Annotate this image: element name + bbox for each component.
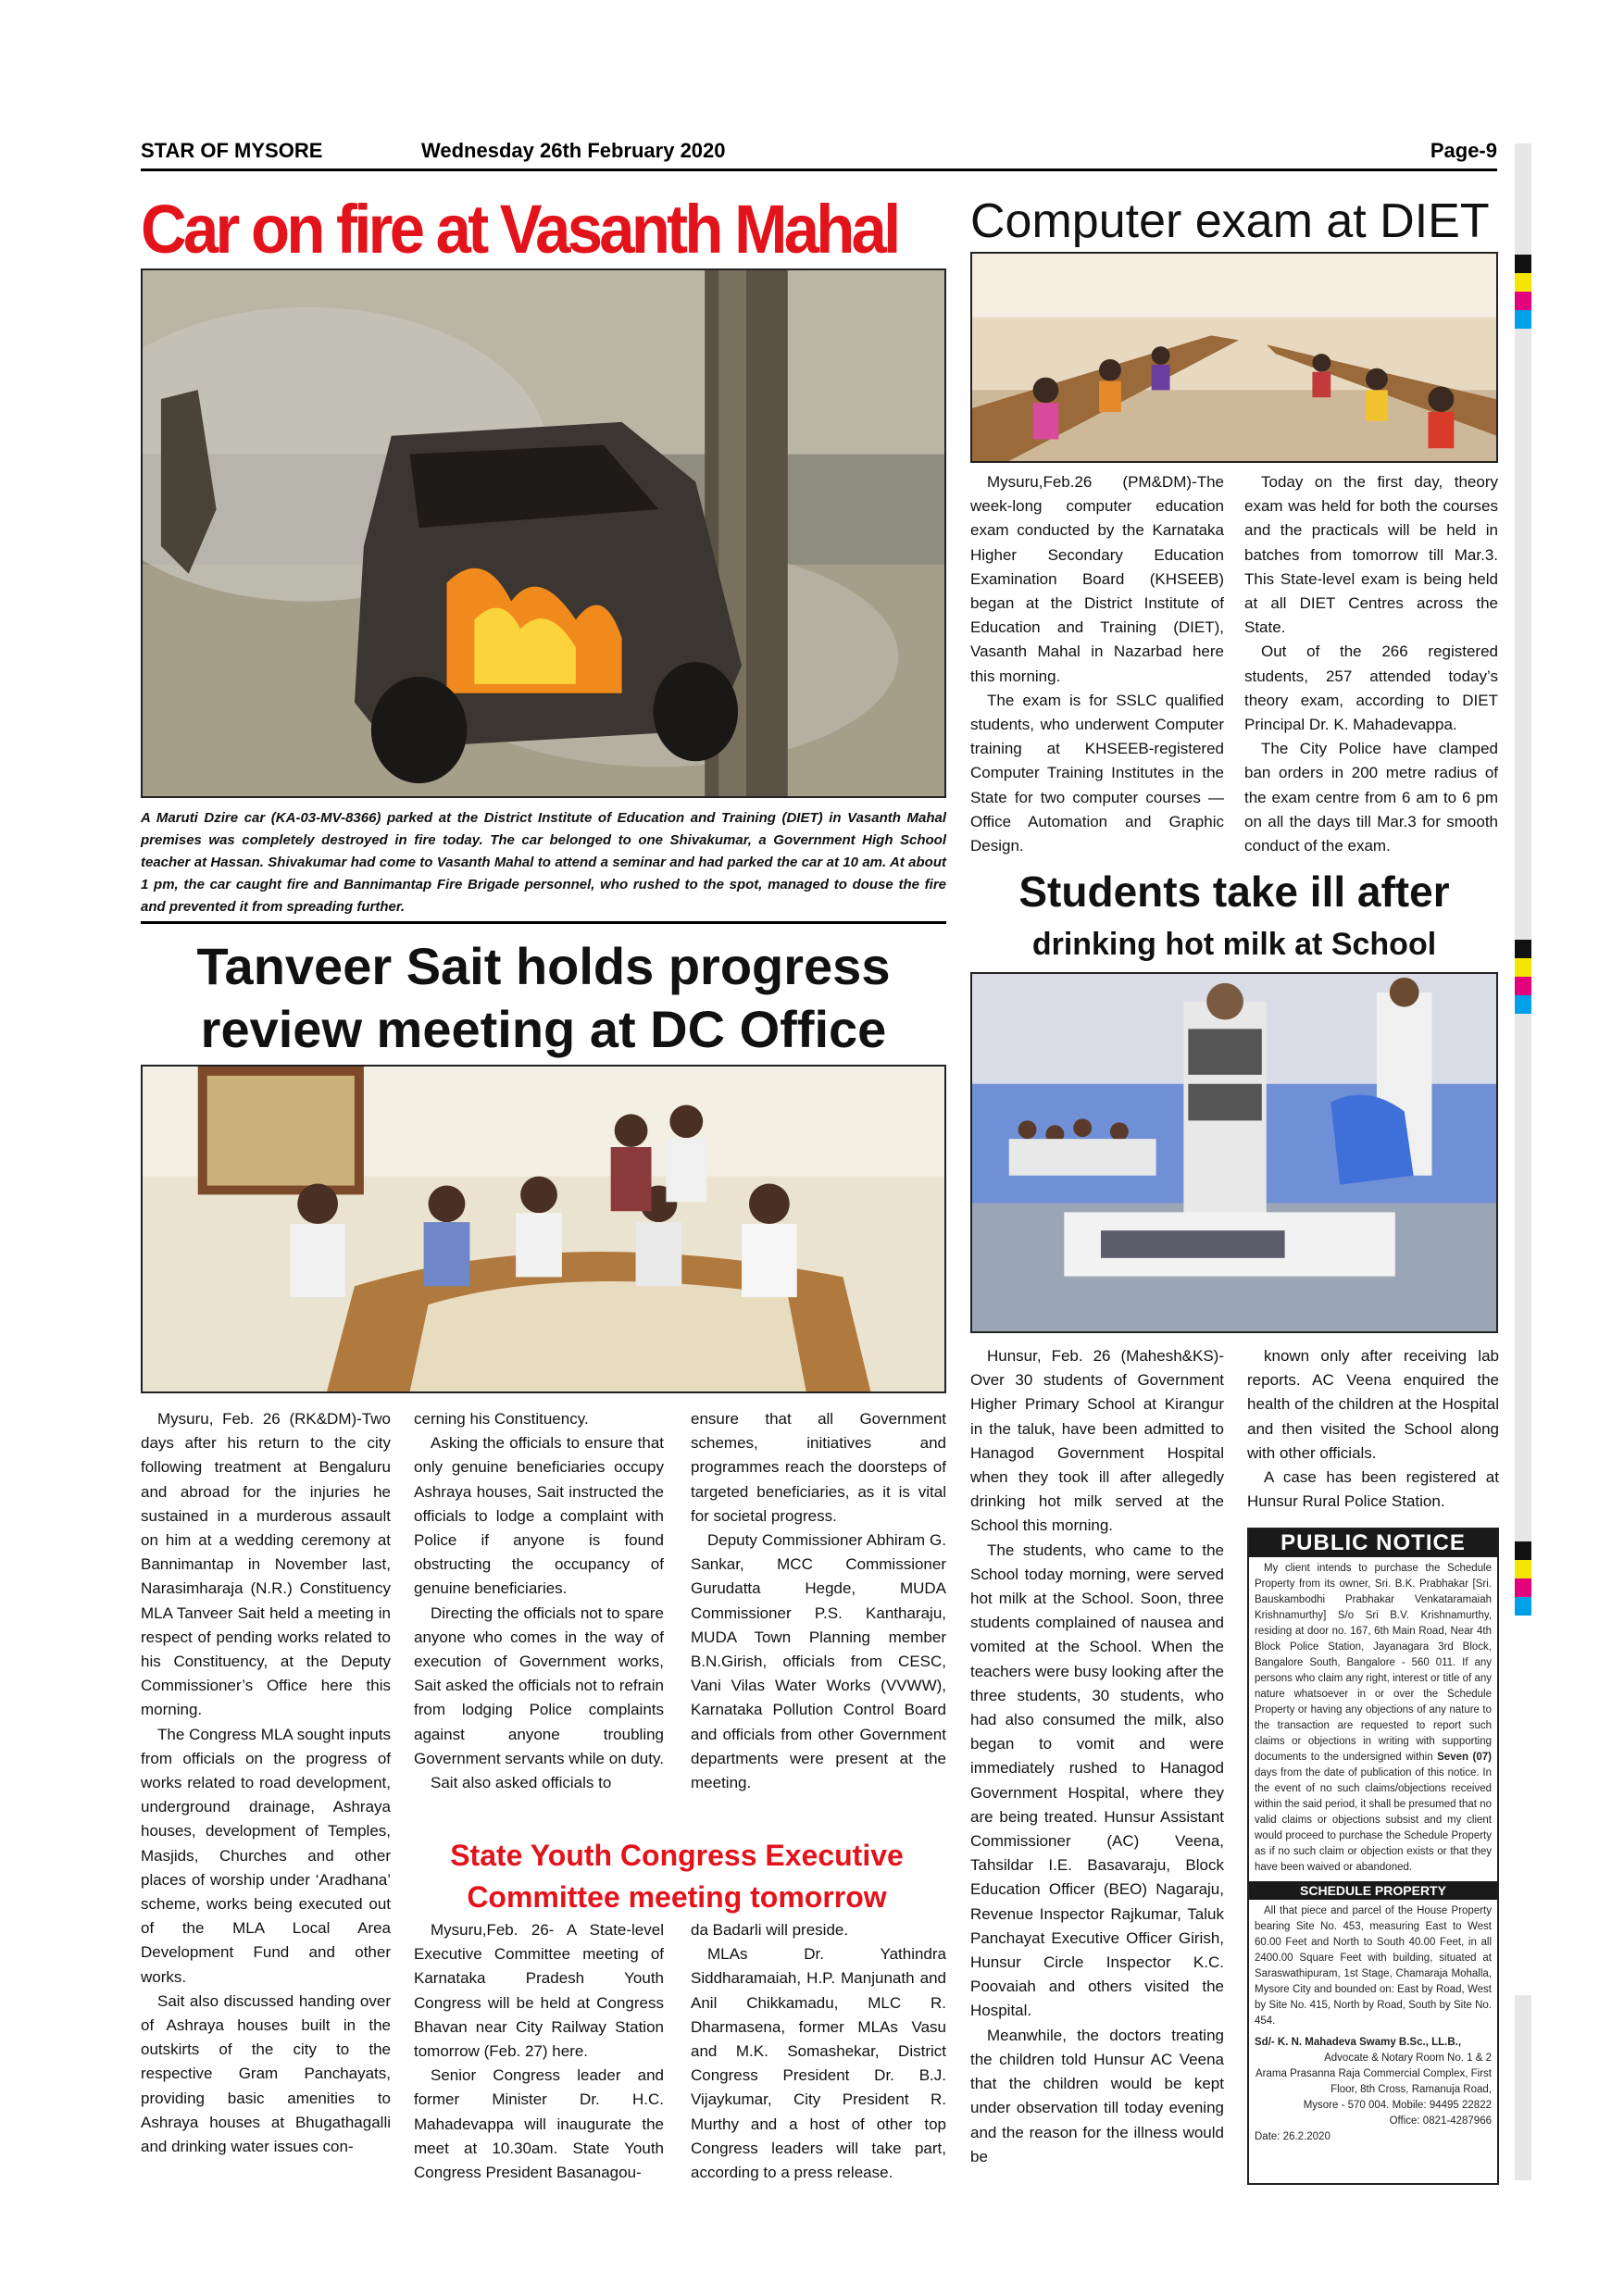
paragraph: known only after receiving lab reports. AC Veena enquired the health of the children at the Hospital and then visited the School along with other officials. (1247, 1347, 1499, 1462)
tanveer-headline: Tanveer Sait holds progress review meeting at DC Office (196, 937, 891, 1058)
students-story-column-2 (1247, 1344, 1499, 1514)
diet-story-column-2 (1244, 470, 1498, 858)
paragraph: Out of the 266 registered students, 257 attended today’s theory exam, according to DIET Principal Dr. K. Mahadevappa. (1244, 643, 1498, 734)
students-story-column-1 (970, 1344, 1224, 2169)
notice-title: PUBLIC NOTICE (1249, 1529, 1497, 1557)
students-subheadline: drinking hot milk at School (1031, 927, 1437, 962)
schedule-title: SCHEDULE PROPERTY (1249, 1881, 1497, 1900)
notice-office-phone: Office: 0821-4287966 (1389, 2115, 1492, 2127)
paragraph: Senior Congress leader and former Minister Dr. H.C. Mahadevappa will inaugurate the meet at 10.30am. State Youth Congress President Basanagou- (414, 2066, 664, 2182)
tanveer-story-column-2 (414, 1407, 664, 1795)
paragraph: MLAs Dr. Yathindra Siddharamaiah, H.P. Manjunath and Anil Chikkamadu, MLC R. Dharmasena, former MLAs Vasu and M.K. Somashekar, District Congress President Dr. B.J. Vijaykumar, City President R. Murthy and a host of other top Congress leaders will take part, according to a press release. (691, 1945, 946, 2182)
paper-name: STAR OF MYSORE (141, 139, 323, 162)
paragraph: Asking the officials to ensure that only genuine beneficiaries occupy Ashraya houses, Sait instructed the officials to lodge a complaint with Police if anyone is found obstructing the occupancy of genuine beneficiaries. (414, 1434, 664, 1598)
paragraph: Hunsur, Feb. 26 (Mahesh&KS)-Over 30 students of Government Higher Primary School at Kirangur in the taluk, have been admitted to Hanagod Government Hospital when they took ill after allegedly drinking hot milk served at the School this morning. (970, 1347, 1224, 1535)
notice-date: Date: 26.2.2020 (1255, 2131, 1330, 2142)
youth-congress-headline: State Youth Congress Executive Committee meeting tomorrow (450, 1839, 904, 1914)
paragraph: The exam is for SSLC qualified students, who underwent Computer training at KHSEEB-registered Computer Training Institutes in the State for two computer courses — Office Automation and Graphic Design. (970, 691, 1224, 855)
notice-signature: Sd/- K. N. Mahadeva Swamy B.Sc., LL.B., (1255, 2037, 1462, 2048)
car-fire-photo (141, 268, 946, 798)
paragraph: The Congress MLA sought inputs from officials on the progress of works related to road development, underground drainage, Ashraya houses, development of Temples, Masjids, Churches and other places of worship under ‘Aradhana’ scheme, works being executed out of the MLA Local Area Development Fund and other works. (141, 1725, 391, 1986)
students-hospital-photo (970, 972, 1498, 1333)
paragraph: The City Police have clamped ban orders in 200 metre radius of the exam centre from 6 am to 6 pm on all the days till Mar.3 for smooth conduct of the exam. (1244, 740, 1498, 855)
page-number: Page-9 (1430, 139, 1497, 162)
notice-days: Seven (07) (1437, 1752, 1492, 1763)
notice-address-2: Mysore - 570 004. Mobile: 94495 22822 (1303, 2100, 1492, 2111)
diet-headline: Computer exam at DIET (970, 194, 1490, 248)
paragraph: Sait also asked officials to (431, 1774, 612, 1792)
notice-address-1: Arama Prasanna Raja Commercial Complex, First Floor, 8th Cross, Ramanuja Road, (1255, 2068, 1492, 2095)
paragraph: cerning his Constituency. (414, 1410, 589, 1428)
car-fire-caption: A Maruti Dzire car (KA-03-MV-8366) parked at the District Institute of Education and Training (DIET) in Vasanth Mahal premises was completely destroyed in fire today. The car belonged to one Shivakumar, a Government High School teacher at Hassan. Shivakumar had come to Vasanth Mahal to attend a seminar and had parked the car at 10 am. At about 1 pm, the car caught fire and Bannimantap Fire Brigade personnel, who rushed to the spot, managed to douse the fire and prevented it from spreading further. (141, 810, 946, 915)
paragraph: A case has been registered at Hunsur Rural Police Station. (1247, 1468, 1499, 1511)
paragraph: Sait also discussed handing over of Ashraya houses built in the outskirts of the city to the respective Gram Panchayats, providing basic amenities to Ashraya houses at Bhugathagalli and drinking water issues con- (141, 1991, 391, 2156)
notice-signatory-role: Advocate & Notary Room No. 1 & 2 (1324, 2053, 1492, 2064)
tanveer-story-column-3 (691, 1407, 946, 1795)
paragraph: The students, who came to the School today morning, were served hot milk at the School. Soon, three students complained of nausea and vomited at the School. When the teachers were busy looking after the three students, 30 students, who had also consumed the milk, also began to vomit and were immediately rushed to Hanagod Government Hospital, where they are being treated. Hunsur Assistant Commissioner (AC) Veena, Tahsildar I.E. Basavaraju, Block Education Officer (BEO) Nagaraju, Revenue Inspector Rajkumar, Taluk Panchayat Executive Officer Girish, Hunsur Circle Inspector K.C. Poovaiah and others visited the Hospital. (970, 1541, 1224, 2020)
masthead-rule (141, 168, 1497, 171)
tanveer-story-column-1 (141, 1407, 391, 2159)
notice-body: My client intends to purchase the Schedule Property from its owner, Sri. B.K. Prabhakar [Sri. Bauskambodhi Prabhakar Venkataramaiah Krishnamurthy] S/o Sri B.V. Krishnamurthy, residing at door no. 167, 6th Main Road, Near 4th Block Police Station, Jayanagara 3rd Block, Bangalore South, Bangalore - 560 011. If any persons who claim any right, interest or title of any nature whatsoever in or over the Schedule Property or having any objections of any nature to the transaction are requested to report such claims or objections in writing with supporting documents to the undersigned within (1255, 1563, 1492, 1763)
paragraph: Mysuru,Feb.26 (PM&DM)-The week-long computer education exam conducted by the Karnataka Higher Secondary Education Examination Board (KHSEEB) began at the District Institute of Education and Training (DIET), Vasanth Mahal in Nazarbad here this morning. (970, 473, 1224, 685)
paragraph: da Badarli will preside. (691, 1921, 849, 1939)
dc-office-meeting-photo (141, 1065, 946, 1393)
schedule-body: All that piece and parcel of the House Property bearing Site No. 453, measuring East to West 60.00 Feet and North to South 40.00 Feet, in all 2400.00 Square Feet with building, situated at Saraswathipuram, 1st Stage, Chamaraja Mohalla, Mysore City and bounded on: East by Road, West by Site No. 415, North by Road, South by Site No. 454. (1255, 1905, 1492, 2027)
youth-story-column-2 (691, 1918, 946, 2185)
public-notice (1247, 1528, 1499, 2185)
notice-body-continued: days from the date of publication of this notice. In the event of no such claims/objections received within the said period, it shall be presumed that no valid claims or objections subsist and my client would proceed to purchase the Schedule Property as if no such claim or objection exists or that they have been waived or abandoned. (1255, 1767, 1492, 1873)
diet-exam-photo (970, 252, 1498, 463)
paragraph: Directing the officials not to spare anyone who comes in the way of execution of Government works, Sait asked the officials not to refrain from lodging Police complaints against anyone troubling Government servants while on duty. (414, 1603, 664, 1767)
paragraph: Mysuru,Feb. 26- A State-level Executive Committee meeting of Karnataka Pradesh Youth Congress will be held at Congress Bhavan near City Railway Station tomorrow (Feb. 27) here. (414, 1921, 664, 2061)
issue-date: Wednesday 26th February 2020 (421, 139, 726, 162)
diet-story-column-1 (970, 470, 1224, 858)
car-fire-headline: Car on fire at Vasanth Mahal (141, 191, 898, 268)
paragraph: Deputy Commissioner Abhiram G. Sankar, MCC Commissioner Gurudatta Hegde, MUDA Commissioner P.S. Kantharaju, MUDA Town Planning member B.N.Girish, officials from CESC, Vani Vilas Water Works (VVWW), Karnataka Pollution Control Board and officials from other Government departments were present at the meeting. (691, 1531, 946, 1792)
paragraph: Meanwhile, the doctors treating the children told Hunsur AC Veena that the children would be kept under observation till today evening and the reason for the illness would be (970, 2026, 1224, 2165)
paragraph: ensure that all Government schemes, initiatives and programmes reach the doorsteps of targeted beneficiaries, as it is vital for societal progress. (691, 1410, 946, 1525)
youth-story-column-1 (414, 1918, 664, 2185)
students-headline: Students take ill after (1018, 867, 1450, 916)
car-story-rule (141, 921, 946, 924)
paragraph: Mysuru, Feb. 26 (RK&DM)-Two days after his return to the city following treatment at Bengaluru and abroad for the injuries he sustained in a murderous assault on him at a wedding ceremony at Bannimantap in November last, Narasimharaja (N.R.) Constituency MLA Tanveer Sait held a meeting in respect of pending works related to his Constituency, at the Deputy Commissioner’s Office here this morning. (141, 1410, 391, 1719)
paragraph: Today on the first day, theory exam was held for both the courses and the practicals will be held in batches from tomorrow till Mar.3. This State-level exam is being held at all DIET Centres across the State. (1244, 473, 1498, 637)
